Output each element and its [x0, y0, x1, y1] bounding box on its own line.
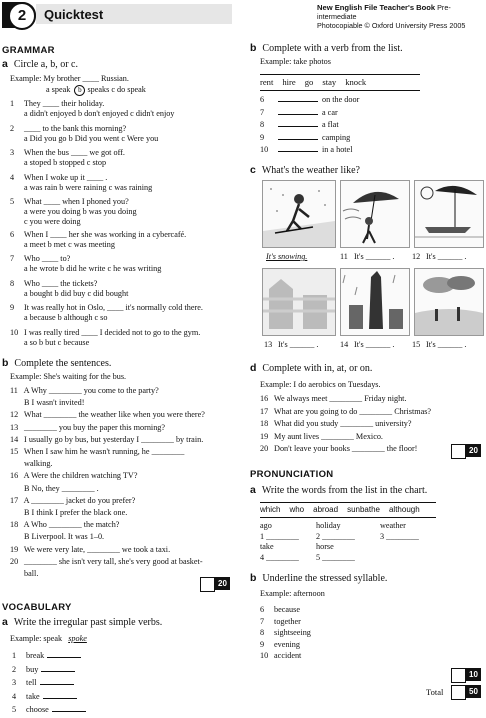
word-option: who — [289, 505, 305, 514]
verb-text: choose — [26, 705, 49, 714]
answer-options: a meet b met c was meeting — [24, 239, 115, 249]
word-option: rent — [260, 77, 274, 87]
sentence-text: ball. — [24, 569, 39, 578]
grammar-b-instruction — [2, 357, 111, 371]
question-text: I was really tired ____ I decided not to go to the gym. — [24, 327, 201, 337]
question-line — [10, 124, 126, 134]
answer-options: a because b although c so — [24, 313, 108, 322]
sentence-line — [10, 508, 127, 518]
vocab-a-instruction — [2, 616, 162, 630]
tower-icon — [341, 269, 409, 335]
instruction-text: Write the words from the list in the chart. — [261, 485, 428, 496]
verb-line — [12, 704, 86, 715]
sentence-text: Don't leave your books ________ the floor! — [274, 444, 418, 453]
item-number: 17 — [10, 495, 19, 505]
word-list — [260, 505, 429, 514]
item-number: 2 — [10, 123, 15, 133]
caption-text: It's ______ . — [354, 340, 395, 349]
question-text: Who ____ the tickets? — [23, 278, 98, 288]
field-icon — [415, 269, 483, 335]
item-number: 15 — [10, 447, 19, 456]
answer-blank[interactable] — [40, 677, 74, 685]
item-number: 20 — [260, 444, 269, 453]
item-number: 5 — [12, 705, 17, 714]
answer-options: a so b but c because — [24, 337, 90, 347]
score-label: 20 — [215, 577, 230, 590]
question-line — [10, 99, 104, 109]
phrase-line — [260, 107, 338, 118]
question-line — [10, 328, 200, 338]
section-letter: a — [2, 616, 8, 628]
word-option: hire — [282, 77, 296, 87]
word-option: stay — [322, 77, 337, 87]
item-number: 6 — [10, 229, 15, 239]
answer-blank[interactable] — [43, 691, 77, 699]
verb-text: break — [26, 651, 45, 660]
item-number: 4 — [12, 691, 17, 701]
total-score: 50 — [466, 685, 481, 698]
answer-options: a was rain b were raining c was raining — [24, 182, 153, 192]
word-option: sunbathe — [347, 505, 380, 514]
town-icon — [263, 269, 335, 335]
answer-options: c you were doing — [24, 217, 81, 226]
question-text: When I woke up it ____ . — [23, 172, 108, 182]
sentence-text: A Were the children watching TV? — [23, 471, 138, 481]
item-number: 10 — [260, 651, 269, 660]
item-number: 16 — [10, 471, 19, 481]
item-number: 18 — [10, 520, 19, 530]
item-number: 14 — [10, 434, 19, 444]
question-text: ____ to the bank this morning? — [24, 123, 127, 133]
pron-b-example: Example: afternoon — [260, 589, 325, 598]
option-text: speaks c do speak — [87, 85, 146, 94]
item-number: 2 — [12, 664, 17, 674]
section-letter: a — [250, 484, 256, 496]
sentence-line — [10, 532, 104, 542]
answer-options: a were you doing b was you doing — [24, 207, 137, 216]
answer-blank[interactable] — [278, 144, 318, 152]
book-credit — [317, 3, 486, 30]
question-line — [10, 303, 203, 313]
chart-cell: 3 ________ — [380, 531, 419, 541]
answer-blank[interactable] — [278, 94, 318, 102]
grammar-a-example-options — [46, 85, 146, 96]
item-number: 11 — [340, 252, 348, 261]
sentence-line — [260, 394, 407, 404]
question-text: When I ____ her she was working in a cybercafé. — [23, 229, 187, 239]
word-text: sightseeing — [274, 628, 311, 637]
sentence-line — [260, 444, 417, 454]
section-letter: d — [250, 362, 257, 374]
pronunciation-heading: PRONUNCIATION — [250, 469, 334, 480]
item-number: 8 — [260, 628, 265, 637]
question-text: What ____ when I phoned you? — [23, 197, 129, 206]
sentence-line — [260, 419, 412, 429]
item-number: 10 — [260, 145, 269, 154]
word-text: together — [274, 616, 301, 626]
item-number: 4 — [10, 172, 15, 182]
verb-text: tell — [26, 678, 37, 687]
sentence-line — [10, 459, 52, 469]
sentence-line — [10, 520, 119, 530]
item-number: 5 — [10, 197, 15, 206]
verb-line — [12, 691, 77, 702]
item-number: 7 — [260, 107, 265, 117]
word-option: knock — [345, 77, 367, 87]
sentence-line — [10, 557, 203, 567]
sentence-text: What did you study ________ university? — [273, 419, 412, 428]
sentence-line — [10, 471, 137, 481]
question-line — [10, 230, 186, 240]
score-label: 10 — [466, 668, 481, 681]
score-label: 20 — [466, 444, 481, 457]
verb-line — [12, 664, 75, 675]
instruction-text: Complete with in, at, or on. — [262, 363, 373, 374]
answer-blank[interactable] — [278, 107, 318, 115]
vocab-b-example: Example: take photos — [260, 57, 331, 66]
caption-text: It's ______ . — [278, 340, 319, 349]
chart-cell: 1 ________ — [260, 531, 299, 541]
vocab-b-instruction — [250, 42, 403, 56]
sentence-text: ________ you buy the paper this morning? — [24, 422, 166, 432]
phrase-line — [260, 119, 339, 130]
answer-options: a he wrote b did he write c he was writing — [24, 264, 162, 273]
answer-blank[interactable] — [278, 132, 318, 140]
question-text: They ____ their holiday. — [23, 99, 105, 108]
item-number: 1 — [10, 99, 15, 108]
beach-icon — [415, 181, 483, 247]
score-box[interactable] — [451, 444, 466, 459]
sentence-text: walking. — [24, 459, 53, 469]
caption-13 — [264, 340, 318, 350]
sentence-line — [10, 386, 159, 396]
caption-example — [266, 252, 307, 262]
chart-cell: holiday — [316, 521, 341, 530]
vocab-a-example — [10, 634, 87, 644]
book-title: New English File Teacher's Book — [317, 3, 436, 12]
chart-cell: take — [260, 542, 274, 551]
cloudy-picture — [414, 268, 484, 336]
option-text: a speak — [46, 85, 71, 94]
verb-line — [12, 650, 81, 661]
word-option: go — [304, 77, 314, 87]
answer-blank[interactable] — [41, 664, 75, 672]
answer-blank[interactable] — [278, 119, 318, 127]
word-list — [260, 77, 375, 87]
chart-cell: horse — [316, 542, 334, 551]
instruction-text: What's the weather like? — [261, 165, 360, 176]
item-number: 12 — [10, 410, 19, 420]
phrase-line — [260, 94, 359, 105]
verb-text: take — [26, 691, 40, 701]
question-line — [10, 254, 70, 264]
item-number: 6 — [260, 95, 265, 104]
word-option: abroad — [313, 505, 339, 514]
item-number: 9 — [10, 303, 15, 312]
chart-cell: weather — [380, 521, 406, 530]
sentence-line — [10, 545, 170, 555]
phrase-text: a car — [322, 107, 338, 117]
phrase-text: in a hotel — [322, 145, 353, 154]
sentence-text: B I think I prefer the black one. — [24, 508, 128, 517]
item-number: 7 — [10, 254, 15, 263]
caption-text: It's ______ . — [354, 252, 395, 261]
question-text: It was really hot in Oslo, ____ it's normally cold there. — [24, 303, 203, 312]
word-text: accident — [274, 651, 302, 660]
circled-answer: b — [74, 85, 85, 96]
foggy-picture — [262, 268, 336, 336]
question-line — [10, 279, 97, 289]
word-line — [260, 651, 301, 661]
sentence-line — [260, 407, 431, 417]
question-line — [10, 148, 125, 158]
sentence-line — [10, 496, 135, 506]
sentence-text: We always meet ________ Friday night. — [273, 394, 407, 403]
word-option: which — [260, 505, 281, 514]
sentence-text: I usually go by bus, but yesterday I ________ by train. — [24, 434, 204, 444]
item-number: 3 — [10, 148, 15, 157]
answer-options: a bought b did buy c did bought — [24, 288, 129, 298]
sentence-line — [260, 432, 383, 442]
chart-cell: 5 ________ — [316, 552, 355, 562]
section-letter: b — [250, 42, 257, 54]
caption-14 — [340, 340, 394, 350]
instruction-text: Underline the stressed syllable. — [262, 573, 388, 584]
item-number: 12 — [412, 252, 421, 261]
total-label: Total — [426, 687, 444, 697]
raining-picture — [340, 268, 410, 336]
verb-line — [12, 677, 74, 688]
pron-word-box — [260, 502, 436, 518]
sentence-text: A ________ jacket do you prefer? — [23, 495, 136, 505]
phrase-line — [260, 144, 352, 155]
example-answer: spoke — [68, 634, 87, 643]
chart-cell: 4 ________ — [260, 552, 299, 562]
score-box[interactable] — [451, 668, 466, 683]
snowing-picture — [262, 180, 336, 248]
item-number: 7 — [260, 616, 265, 626]
word-text: evening — [274, 639, 300, 649]
section-letter: c — [250, 164, 256, 176]
word-line — [260, 617, 301, 627]
sentence-text: What ________ the weather like when you were there? — [23, 410, 205, 420]
word-line — [260, 628, 311, 638]
book-level: Pre-intermediate — [317, 3, 451, 22]
item-number: 6 — [260, 605, 265, 614]
sunny-picture — [414, 180, 484, 248]
item-number: 15 — [412, 340, 421, 349]
word-line — [260, 605, 300, 615]
copyright: Photocopiable © Oxford University Press 2005 — [317, 21, 466, 31]
sentence-text: A Who ________ the match? — [23, 520, 120, 530]
vocab-c-instruction — [250, 164, 360, 178]
sentence-line — [10, 484, 99, 494]
item-number: 19 — [260, 431, 269, 441]
item-number: 9 — [260, 639, 265, 649]
item-number: 13 — [264, 340, 273, 349]
instruction-text: Complete the sentences. — [14, 358, 112, 369]
item-number: 17 — [260, 406, 269, 416]
item-number: 13 — [10, 422, 19, 432]
question-text: Who ____ to? — [23, 254, 71, 263]
umbrella-icon — [341, 181, 409, 247]
caption-text: It's ______ . — [426, 340, 467, 349]
caption-text: It's snowing. — [266, 252, 308, 261]
chart-cell: 2 ________ — [316, 531, 355, 541]
sentence-line — [10, 569, 38, 579]
score-box[interactable] — [200, 577, 215, 592]
section-letter: b — [2, 357, 9, 369]
caption-15 — [412, 340, 466, 350]
sentence-line — [10, 435, 203, 445]
phrase-text: on the door — [322, 95, 360, 104]
section-letter: b — [250, 572, 257, 584]
windy-picture — [340, 180, 410, 248]
verb-text: buy — [26, 664, 39, 674]
vocab-d-instruction — [250, 362, 372, 376]
sentence-text: We were very late, ________ we took a taxi. — [23, 544, 171, 554]
instruction-text: Complete with a verb from the list. — [262, 43, 403, 54]
grammar-a-instruction — [2, 58, 78, 72]
item-number: 11 — [10, 386, 18, 395]
pron-a-instruction — [250, 484, 427, 498]
answer-options: a Did you go b Did you went c Were you — [24, 133, 159, 143]
answer-options: a stoped b stopped c stop — [24, 158, 107, 167]
vocab-d-example: Example: I do aerobics on Tuesdays. — [260, 380, 381, 389]
word-line — [260, 640, 300, 650]
sentence-text: ________ she isn't very tall, she's very good at basket- — [24, 556, 203, 566]
item-number: 10 — [10, 327, 19, 337]
item-number: 3 — [12, 678, 17, 687]
sentence-line — [10, 423, 165, 433]
example-text: Example: speak — [10, 634, 63, 643]
grammar-a-example: Example: My brother ____ Russian. — [10, 74, 129, 83]
caption-12 — [412, 252, 466, 262]
total-box[interactable] — [451, 685, 466, 700]
instruction-text: Circle a, b, or c. — [13, 59, 78, 70]
sentence-line — [10, 447, 184, 457]
sentence-text: When I saw him he wasn't running, he ________ — [23, 447, 185, 456]
item-number: 8 — [260, 120, 265, 129]
caption-text: It's ______ . — [426, 252, 467, 261]
sentence-text: B Liverpool. It was 1–0. — [24, 532, 105, 542]
sentence-line — [10, 398, 84, 408]
item-number: 1 — [12, 651, 17, 660]
item-number: 9 — [260, 132, 265, 142]
sentence-text: B No, they ________ . — [24, 483, 99, 493]
sentence-text: My aunt lives ________ Mexico. — [274, 431, 383, 441]
phrase-text: a flat — [322, 120, 339, 129]
word-text: because — [274, 605, 300, 614]
question-line — [10, 197, 129, 207]
skier-icon — [263, 181, 335, 247]
page-title: Quicktest — [44, 7, 104, 22]
phrase-text: camping — [322, 132, 351, 142]
answer-blank[interactable] — [52, 704, 86, 712]
instruction-text: Write the irregular past simple verbs. — [13, 617, 163, 628]
item-number: 8 — [10, 278, 15, 288]
grammar-b-example: Example: She's waiting for the bus. — [10, 372, 127, 381]
phrase-line — [260, 132, 350, 143]
sentence-text: B I wasn't invited! — [24, 398, 85, 408]
pron-b-instruction — [250, 572, 387, 586]
test-number: 2 — [8, 2, 36, 30]
sentence-line — [10, 410, 205, 420]
item-number: 14 — [340, 340, 349, 349]
question-line — [10, 173, 107, 183]
sentence-text: What are you going to do ________ Christmas? — [273, 406, 432, 416]
word-list-box — [260, 74, 420, 91]
question-text: When the bus ____ we got off. — [23, 148, 125, 157]
chart-cell: ago — [260, 521, 272, 530]
answer-blank[interactable] — [47, 650, 81, 658]
item-number: 18 — [260, 419, 269, 428]
grammar-heading: GRAMMAR — [2, 45, 55, 56]
section-letter: a — [2, 58, 8, 70]
caption-11 — [340, 252, 394, 262]
answer-options: a didn't enjoyed b don't enjoyed c didn't enjoy — [24, 109, 175, 118]
vocabulary-heading: VOCABULARY — [2, 602, 72, 613]
item-number: 16 — [260, 394, 269, 403]
word-option: although — [388, 505, 420, 514]
item-number: 20 — [10, 556, 19, 566]
item-number: 19 — [10, 544, 19, 554]
sentence-text: A Why ________ you come to the party? — [23, 386, 159, 395]
